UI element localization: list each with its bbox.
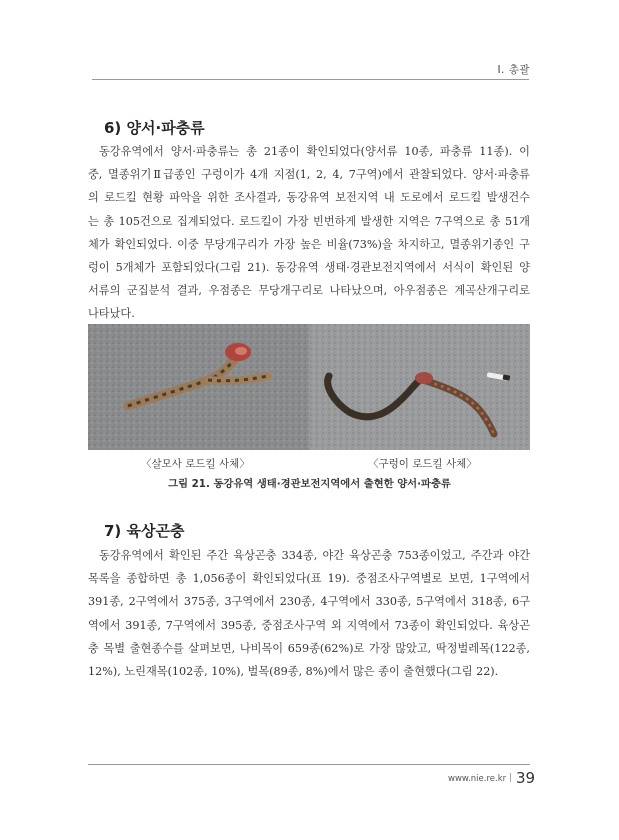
footer-website-url: www.nie.re.kr: [448, 774, 507, 784]
text-line: 나타났다.: [88, 307, 135, 321]
section-heading-terrestrial-insects: 7) 육상곤충: [104, 522, 185, 540]
footer-separator: |: [509, 773, 513, 783]
text-line: 역에서 391종, 7구역에서 395종, 중점조사구역 외 지역에서 73종이 확인되었다. 육상곤: [88, 618, 530, 632]
rat-snake-photo-caption: 〈구렁이 로드킬 사체〉: [368, 458, 477, 470]
text-line: 목록을 종합하면 총 1,056종이 확인되었다(표 19). 중점조사구역별로 보면, 1구역에서: [88, 572, 530, 586]
footer-rule: [88, 764, 530, 765]
viper-roadkill-photo: [88, 324, 309, 450]
page-number: 39: [516, 769, 536, 787]
chapter-label: I. 총괄: [497, 64, 530, 76]
text-line: 렁이 5개체가 포함되었다(그림 21). 동강유역 생태·경관보전지역에서 서식이 확인된 양: [88, 261, 530, 275]
figure-21-caption: 그림 21. 동강유역 생태·경관보전지역에서 출현한 양서·파충류: [168, 478, 451, 490]
section-heading-amphibians-reptiles: 6) 양서·파충류: [104, 119, 205, 137]
text-line: 동강유역에서 확인된 주간 육상곤충 334종, 야간 육상곤충 753종이었고, 주간과 야간: [99, 549, 530, 562]
header-rule: [92, 79, 529, 80]
text-line: 동강유역에서 양서·파충류는 총 21종이 확인되었다(양서류 10종, 파충류 11종). 이: [99, 145, 530, 158]
rat-snake-roadkill-photo: [309, 324, 530, 450]
viper-photo-caption: 〈살모사 로드킬 사체〉: [141, 458, 250, 470]
text-line: 충 목별 출현종수를 살펴보면, 나비목이 659종(62%)로 가장 많았고, 딱정벌레목(122종,: [88, 641, 530, 655]
text-line: 12%), 노린재목(102종, 10%), 벌목(89종, 8%)에서 많은 종이 출현했다(그림 22).: [88, 665, 499, 679]
text-line: 중, 멸종위기Ⅱ급종인 구렁이가 4개 지점(1, 2, 4, 7구역)에서 관찰되었다. 양서·파충류: [88, 168, 530, 182]
paragraph-amphibians-reptiles: [88, 140, 530, 326]
figure-21-photos: [88, 324, 530, 450]
text-line: 는 총 105건으로 집계되었다. 로드킬이 가장 빈번하게 발생한 지역은 7구역으로 총 51개: [88, 214, 530, 228]
text-line: 서류의 군집분석 결과, 우점종은 무당개구리로 나타났으며, 아우점종은 계곡산개구리로: [88, 284, 530, 298]
text-line: 의 로드킬 현황 파악을 위한 조사결과, 동강유역 보전지역 내 도로에서 로드킬 발생건수: [88, 191, 530, 205]
text-line: 391종, 2구역에서 375종, 3구역에서 230종, 4구역에서 330종, 5구역에서 318종, 6구: [88, 595, 530, 609]
text-line: 체가 확인되었다. 이중 무당개구리가 가장 높은 비율(73%)을 차지하고, 멸종위기종인 구: [88, 237, 530, 251]
paragraph-terrestrial-insects: [88, 544, 530, 683]
